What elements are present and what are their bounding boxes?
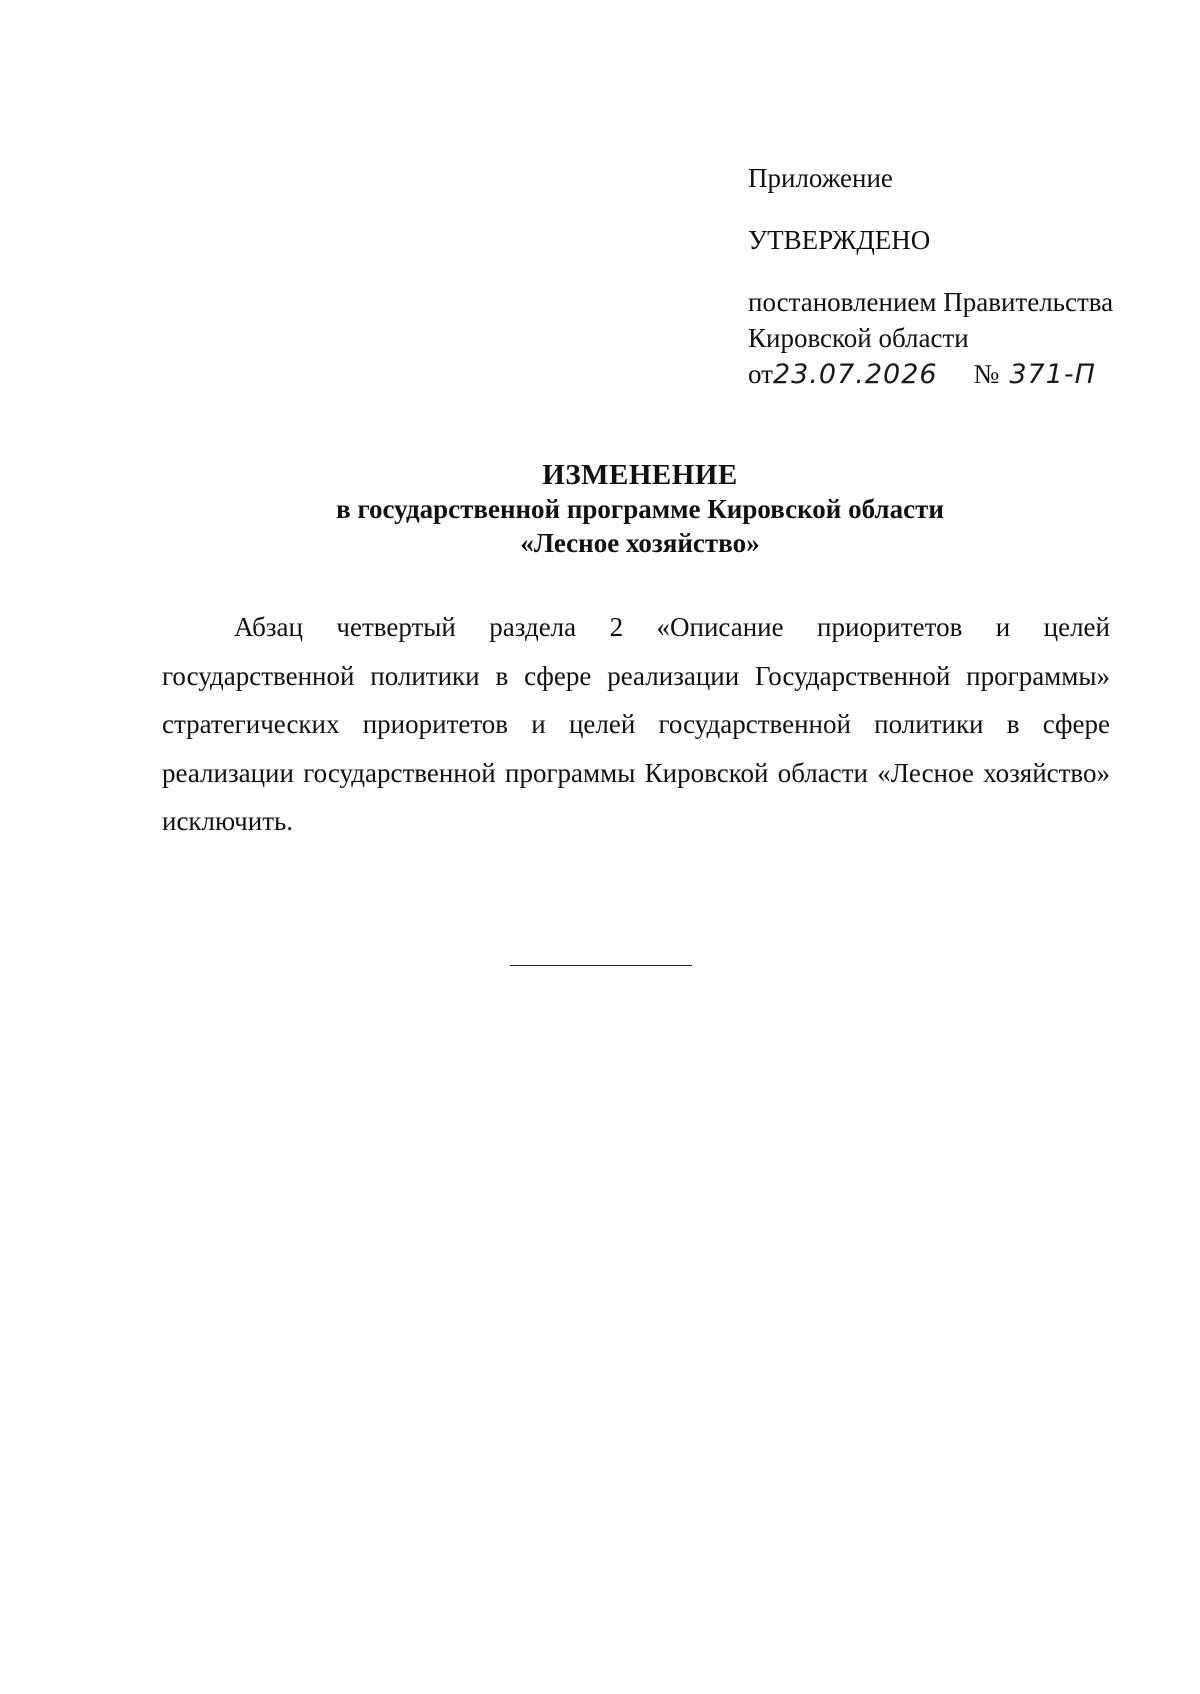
heading-subtitle-line-2: «Лесное хозяйство»	[520, 528, 760, 558]
heading-subtitle-line-1: в государственной программе Кировской области	[336, 494, 944, 524]
date-number-line	[748, 356, 1168, 393]
decree-reference	[748, 284, 1168, 393]
heading-title: ИЗМЕНЕНИЕ	[542, 459, 738, 491]
end-divider-line	[510, 965, 692, 966]
approval-block	[748, 160, 1168, 393]
approved-label: УТВЕРЖДЕНО	[748, 225, 931, 255]
handwritten-date: 23.07.2026	[772, 359, 938, 390]
decree-line-2: Кировской области	[748, 323, 969, 353]
handwritten-number: 371-П	[1009, 359, 1096, 390]
date-prefix: от	[748, 359, 773, 389]
appendix-label: Приложение	[748, 163, 893, 193]
body-paragraph: Абзац четвертый раздела 2 «Описание приоритетов и целей государственной политики в сфере реализации Государственной программы» стратегических приоритетов и целей государственной политики в сфере реализации государственной программы Кировской области «Лесное хозяйство» исключить.	[162, 612, 1110, 836]
document-heading	[150, 458, 1130, 560]
decree-line-1: постановлением Правительства	[748, 287, 1114, 317]
number-prefix: №	[973, 359, 1000, 389]
